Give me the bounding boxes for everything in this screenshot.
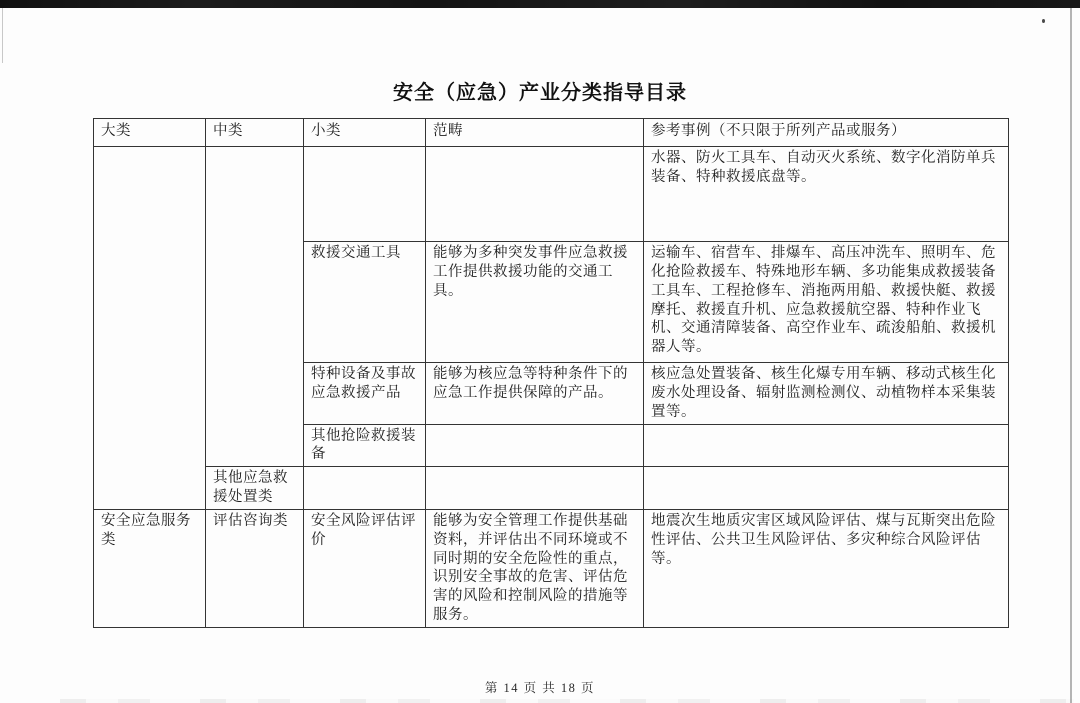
cell-minor-class	[304, 147, 426, 242]
header-cell-scope: 范畴	[426, 119, 644, 147]
classification-table	[93, 118, 1009, 628]
scan-artifact-bottom-smudge	[60, 699, 1074, 703]
cell-scope	[426, 467, 644, 510]
header-cell-middle-class: 中类	[206, 119, 304, 147]
page-number: 第 14 页 共 18 页	[484, 681, 596, 695]
scan-artifact-left-edge	[2, 8, 3, 63]
header-cell-major-class: 大类	[94, 119, 206, 147]
cell-minor-class	[304, 467, 426, 510]
cell-examples: 核应急处置装备、核生化爆专用车辆、移动式核生化废水处理设备、辐射监测检测仪、动植物样本采集装置等。	[644, 363, 1009, 425]
cell-examples	[644, 424, 1009, 467]
cell-examples: 地震次生地质灾害区域风险评估、煤与瓦斯突出危险性评估、公共卫生风险评估、多灾种综合风险评估等。	[644, 509, 1009, 627]
table-header-row	[94, 119, 1009, 147]
cell-middle-class: 评估咨询类	[206, 509, 304, 627]
cell-examples	[644, 467, 1009, 510]
cell-examples: 水器、防火工具车、自动灭火系统、数字化消防单兵装备、特种救援底盘等。	[644, 147, 1009, 242]
cell-scope: 能够为多种突发事件应急救援工作提供救援功能的交通工具。	[426, 242, 644, 363]
cell-major-class: 安全应急服务类	[94, 509, 206, 627]
header-cell-minor-class: 小类	[304, 119, 426, 147]
cell-scope	[426, 147, 644, 242]
table-row	[94, 509, 1009, 627]
scan-artifact-speck	[1042, 19, 1045, 23]
cell-minor-class: 安全风险评估评价	[304, 509, 426, 627]
cell-middle-class-continued	[206, 147, 304, 467]
table-row	[94, 467, 1009, 510]
scan-artifact-top-band	[0, 0, 1080, 8]
cell-minor-class: 救援交通工具	[304, 242, 426, 363]
cell-minor-class: 特种设备及事故应急救援产品	[304, 363, 426, 425]
cell-major-class-continued	[94, 147, 206, 510]
cell-minor-class: 其他抢险救援装备	[304, 424, 426, 467]
page-title: 安全（应急）产业分类指导目录	[393, 82, 687, 104]
cell-examples: 运输车、宿营车、排爆车、高压冲洗车、照明车、危化抢险救援车、特殊地形车辆、多功能集成救援装备工具车、工程抢修车、消拖两用船、救援快艇、救援摩托、救援直升机、应急救援航空器、特种作业飞机、交通清障装备、高空作业车、疏浚船舶、救援机器人等。	[644, 242, 1009, 363]
header-cell-examples: 参考事例（不只限于所列产品或服务）	[644, 119, 1009, 147]
cell-middle-class: 其他应急救援处置类	[206, 467, 304, 510]
scan-artifact-right-edge	[1070, 8, 1072, 703]
cell-scope: 能够为核应急等特种条件下的应急工作提供保障的产品。	[426, 363, 644, 425]
cell-scope: 能够为安全管理工作提供基础资料，并评估出不同环境或不同时期的安全危险性的重点，识别安全事故的危害、评估危害的风险和控制风险的措施等服务。	[426, 509, 644, 627]
table-row	[94, 147, 1009, 242]
cell-scope	[426, 424, 644, 467]
